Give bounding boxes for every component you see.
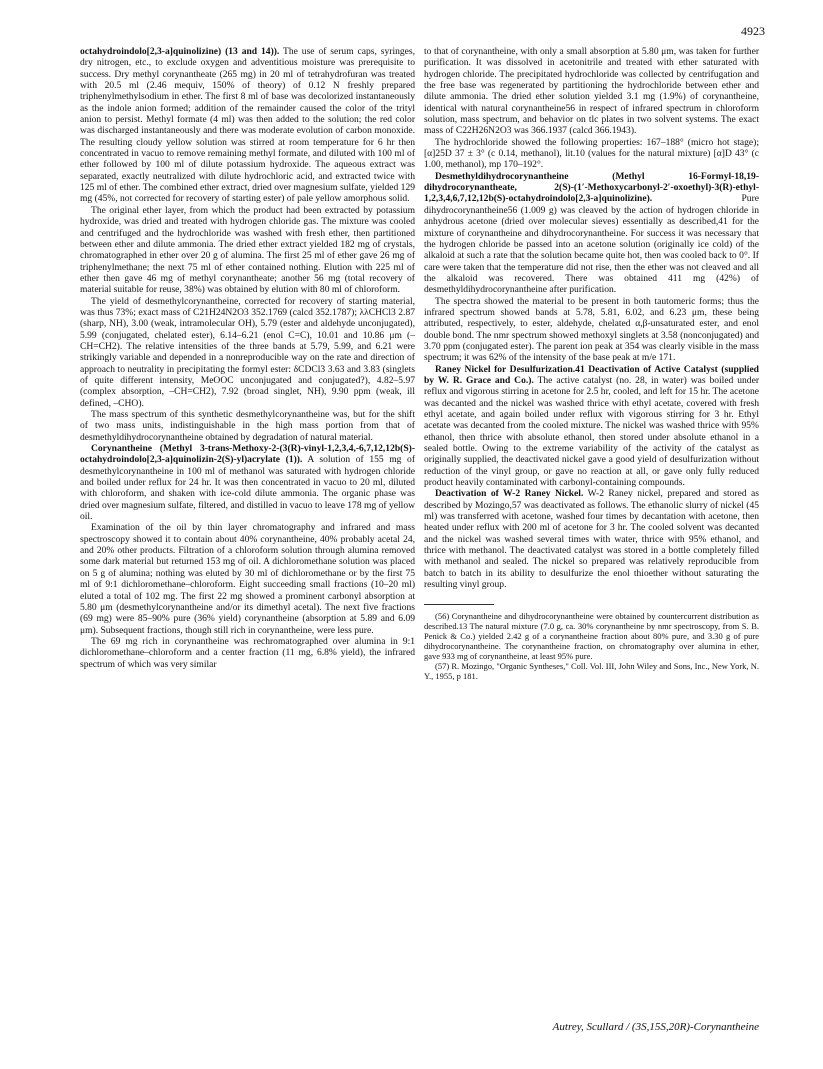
paragraph-text: to that of corynantheine, with only a small absorption at 5.80 μm, was taken for further purification. It was dissolved in acetonitrile and treated with ether saturated with hydrogen chloride. The precipitated hydrochloride was collected by centrifugation and the free base was regenerated by partitioning the hydrochloride between ether and dilute ammonia. The dried ether solution yielded 3.1 mg (1.9%) of corynantheine, identical with natural corynantheine56 in respect of infrared spectrum in chloroform solution, mass spectrum, and behavior on tlc plates in two solvent systems. The exact mass of C22H26N2O3 was 366.1937 (calcd 366.1943). bbox=[424, 46, 759, 137]
paragraph bbox=[424, 296, 759, 364]
paragraph-text: The original ether layer, from which the product had been extracted by potassium hydroxide, was dried and treated with hydrogen chloride gas. The mixture was cooled and centrifuged and the hydrochloride was washed with fresh ether, then partitioned between ether and dilute ammonia. The dried ether extract yielded 182 mg of crystals, chromatographed in ether over 20 g of alumina. The first 25 ml of ether gave 26 mg of triphenylmethane; the next 75 ml of ether contained nothing. Elution with 225 ml of ether then gave 46 mg of methyl corynantheate; another 56 mg (total recovery of material suitable for reuse, 38%) was obtained by elution with 80 ml of chloroform. bbox=[80, 204, 415, 296]
paragraph bbox=[424, 488, 759, 590]
paragraph bbox=[80, 522, 415, 635]
paragraph-heading: Corynantheine (Methyl 3-trans-Methoxy-2-(3(R)-vinyl-1,2,3,4,-6,7,12,12b(S)-octahydroindolo[2,3-a]quinolizin-2(S)-yl)acrylate (1)). bbox=[80, 443, 415, 466]
paragraph-heading: Raney Nickel for Desulfurization.41 Deactivation of Active Catalyst (supplied by W. R. Grace and Co.). bbox=[424, 363, 759, 386]
paragraph bbox=[80, 443, 415, 522]
paragraph bbox=[80, 636, 415, 670]
paragraph bbox=[80, 409, 415, 443]
paragraph bbox=[424, 171, 759, 296]
paragraph-text: Examination of the oil by thin layer chromatography and infrared and mass spectroscopy showed it to contain about 40% corynantheine, 40% probably acetal 24, and 20% other products. Filtration of a chloroform solution through alumina removed some dark material but returned 153 mg of oil. A dichloromethane solution was placed on 5 g of alumina; nothing was eluted by 30 ml of dichloromethane or by the first 75 ml of 9:1 dichloromethane–chloroform. Eight succeeding small fractions (10–20 ml) eluted a total of 102 mg. The first 22 mg showed a prominent carbonyl absorption at 5.80 μm (desmethylcorynantheine and/or its dimethyl acetal). The next five fractions (69 mg) were 85–90% pure (36% yield) corynantheine (absorption at 5.89 and 6.09 μm). Subsequent fractions, though still rich in corynantheine, were less pure. bbox=[80, 522, 415, 636]
paragraph bbox=[80, 205, 415, 296]
paragraph-heading: octahydroindolo[2,3-a]quinolizine) (13 and 14)). bbox=[80, 46, 280, 57]
paragraph-text: The active catalyst (no. 28, in water) was boiled under reflux and vigorous stirring in acetone for 2.5 hr, cooled, and left for 15 hr. The acetone was decanted and the nickel was washed thrice with ethyl acetate, covered with fresh ethyl acetate, and again boiled under reflux with vigorous stirring for 3 hr. Ethyl acetate was decanted from the cooled mixture. The nickel was washed thrice with 95% ethanol, then thrice with absolute ethanol, then stored under absolute ethanol in a sealed bottle. Owing to the extreme variability of the activity of the catalyst as originally supplied, the deactivated nickel gave a good yield of desulfurization without reduction of the vinyl group, or gave no reaction at all, or gave only fully reduced product heavily contaminated with carbonyl-containing compounds. bbox=[424, 374, 759, 489]
running-footer: Autrey, Scullard / (3S,15S,20R)-Corynantheine bbox=[552, 1021, 759, 1033]
paragraph-text: The spectra showed the material to be present in both tautomeric forms; thus the infrared spectrum showed bands at 5.78, 5.81, 6.02, and 6.23 μm, these being attributed, respectively, to ester, aldehyde, chelated α,β-unsaturated ester, and enol double bond. The nmr spectrum showed methoxyl singlets at 3.58 (nonconjugated) and 3.70 ppm (conjugated ester). The parent ion peak at 354 was clearly visible in the mass spectrum; it was 62% of the intensity of the base peak at m/e 171. bbox=[424, 295, 759, 364]
footnote: (57) R. Mozingo, "Organic Syntheses," Coll. Vol. III, John Wiley and Sons, Inc., New York, N. Y., 1955, p 181. bbox=[424, 660, 759, 682]
footnote: (56) Corynantheine and dihydrocorynantheine were obtained by countercurrent distribution as described.13 The natural mixture (7.0 g, ca. 30% corynantheine by nmr spectroscopy, from S. B. Penick & Co.) yielded 2.42 g of a corynantheine fraction about 80% pure, and 3.30 g of pure dihydrocorynantheine. The corynantheine fraction, on chromatography over alumina in ether, gave 933 mg of corynantheine, at least 95% pure. bbox=[424, 610, 759, 661]
right-column bbox=[424, 46, 759, 681]
paragraph-text: The 69 mg rich in corynantheine was rechromatographed over alumina in 9:1 dichloromethane–chloroform and a center fraction (11 mg, 6.8% yield), the infrared spectrum of which was very similar bbox=[80, 635, 415, 670]
page-number: 4923 bbox=[741, 24, 765, 38]
left-column bbox=[80, 46, 415, 670]
paragraph bbox=[424, 364, 759, 489]
paragraph-text: The yield of desmethylcorynantheine, corrected for recovery of starting material, was thus 73%; exact mass of C21H24N2O3 352.1769 (calcd 352.1787); λλCHCl3 2.87 (sharp, NH), 3.00 (weak, intramolecular OH), 5.79 (ester and aldehyde unconjugated), 5.99 (conjugated, chelated ester), 6.14–6.21 (enol C=C), 10.01 and 10.86 μm (–CH=CH2). The relative intensities of the three bands at 5.79, 5.99, and 6.21 were strikingly variable and depended in a nonreproducible way on the rate and direction of approach to neutrality in precipitating the formyl ester: δCDCl3 3.63 and 3.83 (singlets of quite different intensity, MeOOC unconjugated and conjugated?), 4.82–5.97 (complex absorption, –CH=CH2), 7.92 (broad singlet, NH), 9.90 ppm (weak, ill defined, –CHO). bbox=[80, 295, 415, 409]
paragraph-text: The hydrochloride showed the following properties: 167–188° (micro hot stage); [α]25D 37 ± 3° (c 0.14, methanol), lit.10 (values for the natural mixture) [α]D 43° (c 1.00, methanol), mp 170–192°. bbox=[424, 136, 759, 171]
paragraph-text: Pure dihydrocorynantheine56 (1.009 g) was cleaved by the action of hydrogen chloride in anhydrous acetone (dried over molecular sieves) essentially as described,41 for the mixture of corynantheine and dihydrocorynantheine. For success it was necessary that the hydrogen chloride be passed into an acetone solution (originally ice cold) of the alkaloid at such a rate that the solution became quite hot, then was cooled back to 0°. If care were taken that the temperature did not rise, then the ether was not cleaved and all the alkaloid was recovered. There was obtained 411 mg (42%) of desmethyldihydrocorynantheine after purification. bbox=[424, 193, 759, 296]
paragraph bbox=[424, 137, 759, 171]
paragraph-text: The mass spectrum of this synthetic desmethylcorynantheine was, but for the shift of two mass units, indistinguishable in the high mass portion from that of desmethyldihydrocorynantheine obtained by degradation of natural material. bbox=[80, 409, 415, 443]
paragraph bbox=[80, 46, 415, 205]
paragraph bbox=[80, 296, 415, 409]
paragraph bbox=[424, 46, 759, 137]
paragraph-text: W-2 Raney nickel, prepared and stored as described by Mozingo,57 was deactivated as follows. The ethanolic slurry of nickel (45 ml) was transferred with acetone, washed four times by decantation with acetone, then heated under reflux with 200 ml of acetone for 3 hr. The cooled solvent was decanted and the nickel was washed several times with water, thrice with 95% ethanol, and thrice with methanol. The deactivated catalyst was stored in a bottle completely filled with methanol and sealed. The nickel so prepared was relatively reproducible from batch to batch in its ability to desulfurize the enol thioether without saturating the resulting vinyl group. bbox=[424, 488, 759, 591]
paragraph-heading: Desmethyldihydrocorynantheine (Methyl 16-Formyl-18,19-dihydrocorynantheate, 2(S)-(1′-Methoxycarbonyl-2′-oxoethyl)-3(R)-ethyl-1,2,3,4,6,7,12,12b(S)-octahydroindolo[2,3-a]quinolizine). bbox=[424, 170, 759, 205]
paragraph-text: A solution of 155 mg of desmethylcorynantheine in 100 ml of methanol was saturated with hydrogen chloride and boiled under reflux for 24 hr. It was then concentrated in vacuo to 20 ml, diluted with chloroform, and shaken with ice-cold dilute ammonia. The organic phase was dried over magnesium sulfate, filtered, and distilled in vacuo to leave 178 mg of yellow oil. bbox=[80, 454, 415, 523]
paragraph-heading: Deactivation of W-2 Raney Nickel. bbox=[435, 488, 584, 500]
paragraph-text: The use of serum caps, syringes, dry nitrogen, etc., to exclude oxygen and adventitious moisture was prerequisite to success. Dry methyl corynantheate (265 mg) in 20 ml of tetrahydrofuran was treated with 20.5 ml (2.46 mequiv, 150% of theory) of 0.12 N freshly prepared triphenylmethylsodium in ether. The first 8 ml of base was decolorized instantaneously as the indole anion formed; addition of the remainder caused the color of the trityl anion to persist. Methyl formate (4 ml) was then added to the solution; the red color was discharged instantaneously and there was moderate evolution of carbon monoxide. The resulting cloudy yellow solution was stirred at room temperature for 6 hr then concentrated in vacuo to remove remaining methyl formate, and diluted with 100 ml of ether followed by 100 ml of dilute potassium hydroxide. The aqueous extract was separated, exactly neutralized with dilute hydrochloric acid, and extracted twice with 125 ml of ether. The combined ether extract, dried over magnesium sulfate, yielded 129 mg (45%, not corrected for recovery of starting ester) of pale yellow amorphous solid. bbox=[80, 46, 415, 205]
footnote-divider bbox=[424, 604, 494, 605]
